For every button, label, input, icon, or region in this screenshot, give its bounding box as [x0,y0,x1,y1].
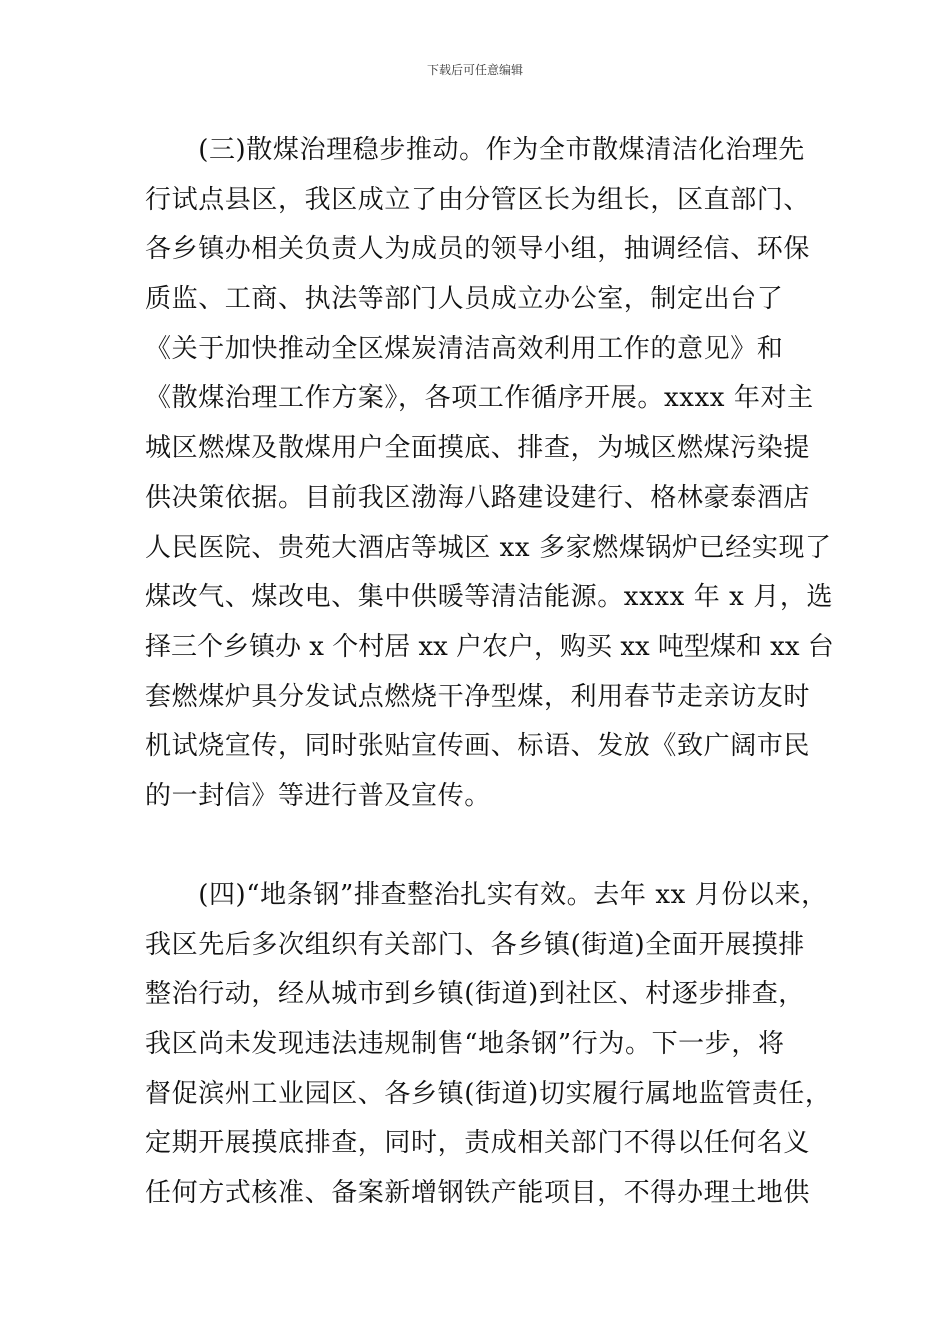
paragraph-section-3 [145,126,835,822]
text-line: 行试点县区，我区成立了由分管区长为组长，区直部门、 [145,184,811,215]
text-line: 煤改气、煤改电、集中供暖等清洁能源。xxxx 年 x 月，选 [145,582,834,613]
text-line: (三)散煤治理稳步推动。作为全市散煤清洁化治理先 [145,135,805,165]
text-line: 《散煤治理工作方案》，各项工作循序开展。xxxx 年对主 [145,383,814,414]
text-line: 整治行动，经从城市到乡镇(街道)到社区、村逐步排查， [145,979,805,1010]
text-line: 我区先后多次组织有关部门、各乡镇(街道)全面开展摸排 [145,929,805,960]
text-line: 我区尚未发现违法违规制售“地条钢”行为。下一步，将 [145,1029,785,1060]
text-line: 城区燃煤及散煤用户全面摸底、排查，为城区燃煤污染提 [145,433,811,464]
text-line: (四)“地条钢”排查整治扎实有效。去年 xx 月份以来， [145,880,828,910]
text-line: 督促滨州工业园区、各乡镇(街道)切实履行属地监管责任， [145,1078,832,1109]
page-header: 下载后可任意编辑 [426,63,523,77]
text-line: 任何方式核准、备案新增钢铁产能项目，不得办理土地供 [145,1178,811,1209]
text-line: 择三个乡镇办 x 个村居 xx 户农户，购买 xx 吨型煤和 xx 台 [145,631,834,662]
text-line: 定期开展摸底排查，同时，责成相关部门不得以任何名义 [145,1128,811,1159]
text-line: 套燃煤炉具分发试点燃烧干净型煤，利用春节走亲访友时 [145,681,811,712]
text-line: 《关于加快推动全区煤炭清洁高效利用工作的意见》和 [145,333,784,364]
paragraph-section-4 [145,871,835,1219]
text-line: 人民医院、贵苑大酒店等城区 xx 多家燃煤锅炉已经实现了 [145,532,832,563]
text-line: 供决策依据。目前我区渤海八路建设建行、格林豪泰酒店 [145,482,811,513]
text-line: 机试烧宣传，同时张贴宣传画、标语、发放《致广阔市民 [145,731,811,762]
text-line: 质监、工商、执法等部门人员成立办公室，制定出台了 [145,284,784,315]
text-line: 的一封信》等进行普及宣传。 [145,780,491,811]
text-line: 各乡镇办相关负责人为成员的领导小组，抽调经信、环保 [145,234,811,265]
